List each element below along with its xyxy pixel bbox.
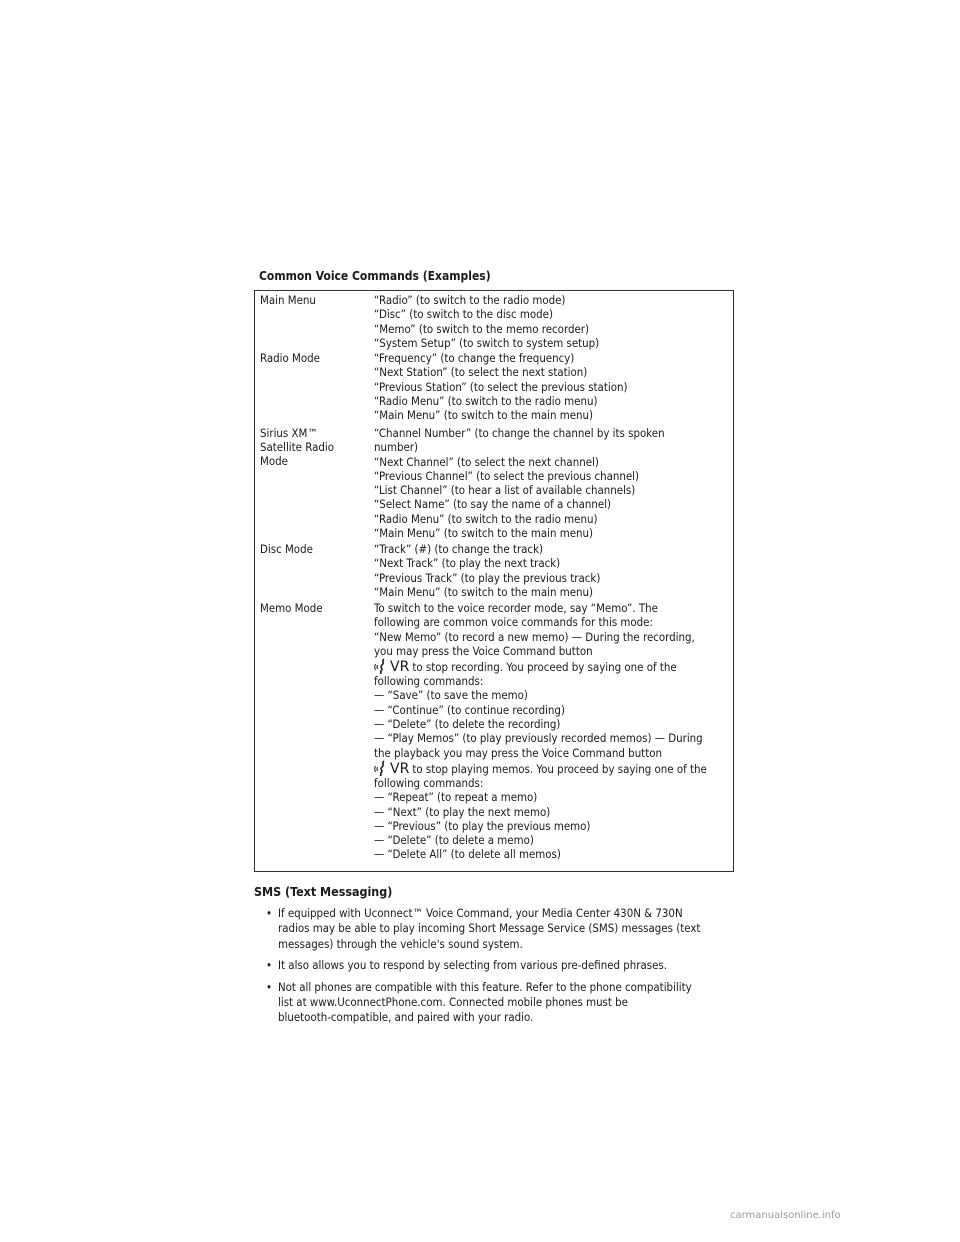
command-line: “Radio” (to switch to the radio mode) <box>374 293 566 307</box>
command-line: “Previous Station” (to select the previous station) <box>374 379 628 394</box>
command-line: “Next Track” (to play the next track) <box>374 556 561 571</box>
bullet-dot: • <box>266 958 273 973</box>
voice-commands-table <box>254 290 734 872</box>
bullet-text-line: radios may be able to play incoming Short Message Service (SMS) messages (text <box>278 921 701 936</box>
command-line: “Previous Channel” (to select the previous channel) <box>374 468 640 483</box>
command-line: — “Next” (to play the next memo) <box>374 804 551 819</box>
mode-label-disc-mode: Disc Mode <box>260 542 313 556</box>
command-line: “Main Menu” (to switch to the main menu) <box>374 408 593 423</box>
bullet-text-line: messages) through the vehicle's sound system. <box>278 936 523 951</box>
command-line: — “Delete All” (to delete all memos) <box>374 847 561 862</box>
list-item <box>266 906 746 952</box>
mode-label-main-menu: Main Menu <box>260 293 316 307</box>
command-line: following are common voice commands for this mode: <box>374 615 653 630</box>
watermark: carmanualsonline.info <box>730 1210 841 1221</box>
command-line: “Radio Menu” (to switch to the radio menu) <box>374 511 598 526</box>
list-item <box>266 980 746 1026</box>
voice-command-button-icon <box>374 658 409 674</box>
vr-instruction-line <box>374 658 730 674</box>
command-line: following commands: <box>374 775 484 790</box>
command-list-sirius-xm <box>374 426 730 540</box>
command-line: “System Setup” (to switch to system setup) <box>374 335 600 350</box>
bullet-dot: • <box>266 979 273 994</box>
command-line: “Main Menu” (to switch to the main menu) <box>374 584 593 599</box>
vr-label: VR <box>390 760 410 777</box>
command-line: — “Save” (to save the memo) <box>374 688 528 703</box>
bullet-text-line: It also allows you to respond by selecting from various pre-defined phrases. <box>278 958 667 973</box>
command-line: “Next Station” (to select the next station) <box>374 365 588 380</box>
command-line: To switch to the voice recorder mode, say “Memo”. The <box>374 601 658 615</box>
command-line: “Main Menu” (to switch to the main menu) <box>374 526 593 541</box>
command-line: — “Delete” (to delete the recording) <box>374 717 561 732</box>
bullet-text-line: If equipped with Uconnect™ Voice Command, your Media Center 430N & 730N <box>278 906 683 920</box>
command-line: “Disc” (to switch to the disc mode) <box>374 307 553 322</box>
command-line: to stop playing memos. You proceed by saying one of the <box>412 761 707 776</box>
list-item <box>266 958 746 973</box>
command-line: “Track” (#) (to change the track) <box>374 542 544 556</box>
command-list-main-menu <box>374 293 730 350</box>
command-line: number) <box>374 440 418 455</box>
command-line: “Radio Menu” (to switch to the radio menu) <box>374 393 598 408</box>
command-line: you may press the Voice Command button <box>374 643 593 658</box>
sms-bullet-list <box>266 906 746 1032</box>
command-line: “Memo” (to switch to the memo recorder) <box>374 321 589 336</box>
command-line: “Frequency” (to change the frequency) <box>374 351 575 365</box>
bullet-text-line: bluetooth-compatible, and paired with your radio. <box>278 1010 534 1025</box>
mode-label-memo-mode: Memo Mode <box>260 601 323 615</box>
vr-label: VR <box>390 659 410 676</box>
command-line: to stop recording. You proceed by saying one of the <box>412 660 677 675</box>
command-list-disc-mode <box>374 542 730 599</box>
command-line: — “Continue” (to continue recording) <box>374 702 565 717</box>
command-line: — “Delete” (to delete a memo) <box>374 833 534 848</box>
table-title: Common Voice Commands (Examples) <box>259 269 491 283</box>
mode-label-radio-mode: Radio Mode <box>260 351 320 365</box>
command-line: the playback you may press the Voice Command button <box>374 745 662 760</box>
command-line: “Select Name” (to say the name of a channel) <box>374 497 612 512</box>
command-line: “List Channel” (to hear a list of available channels) <box>374 483 636 498</box>
command-line: “Previous Track” (to play the previous track) <box>374 570 601 585</box>
command-list-memo-mode <box>374 601 730 862</box>
command-line: — “Play Memos” (to play previously recorded memos) — During <box>374 731 703 746</box>
command-line: “New Memo” (to record a new memo) — During the recording, <box>374 629 695 644</box>
bullet-text-line: list at www.UconnectPhone.com. Connected mobile phones must be <box>278 995 628 1010</box>
section-heading-sms: SMS (Text Messaging) <box>254 884 393 899</box>
command-line: — “Previous” (to play the previous memo) <box>374 818 591 833</box>
command-line: “Channel Number” (to change the channel by its spoken <box>374 426 665 440</box>
bullet-dot: • <box>266 906 273 920</box>
command-line: “Next Channel” (to select the next channel) <box>374 454 599 469</box>
vr-instruction-line <box>374 760 730 776</box>
command-line: following commands: <box>374 674 484 689</box>
bullet-text-line: Not all phones are compatible with this feature. Refer to the phone compatibility <box>278 979 692 994</box>
command-list-radio-mode <box>374 351 730 422</box>
command-line: — “Repeat” (to repeat a memo) <box>374 790 538 805</box>
voice-command-button-icon <box>374 760 409 776</box>
mode-label-sirius-xm: Sirius XM™ Satellite Radio Mode <box>260 426 334 468</box>
